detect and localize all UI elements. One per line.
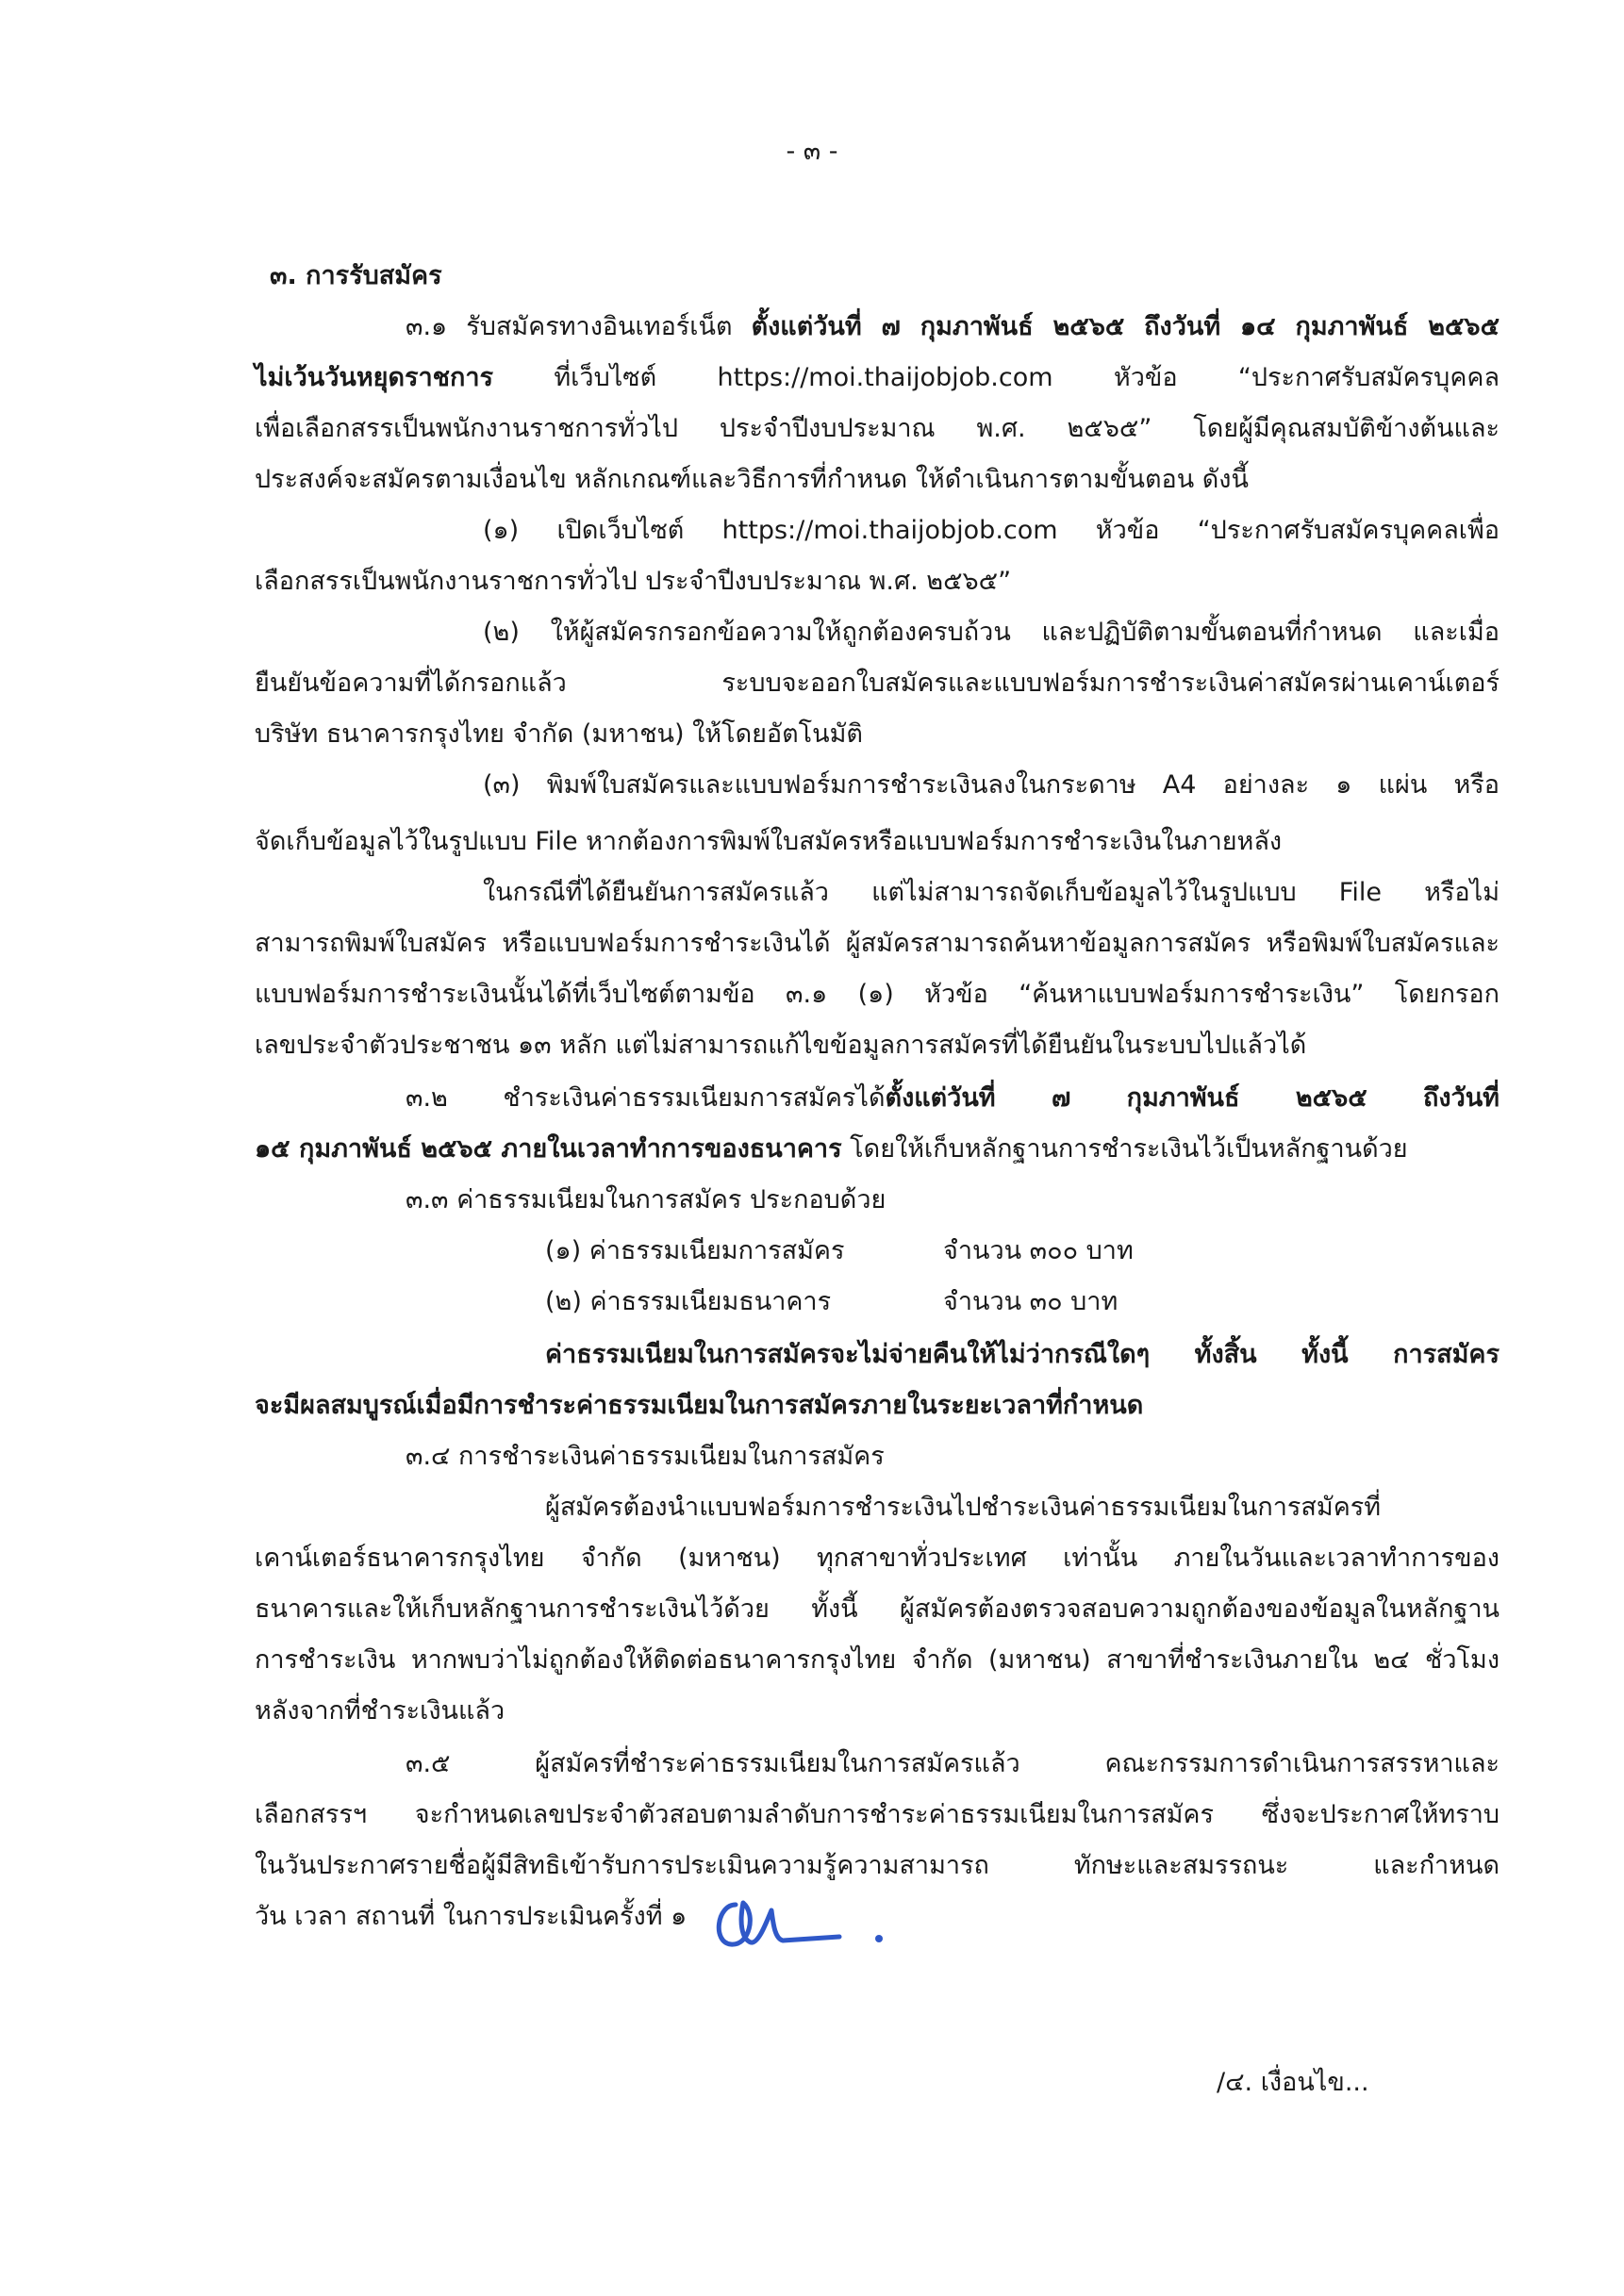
s31-note-line4: เลขประจำตัวประชาชน ๑๓ หลัก แต่ไม่สามารถแก้ไขข้อมูลการสมัครที่ได้ยืนยันในระบบไปแล้วได้ <box>255 1031 1307 1060</box>
continuation-note: /๔. เงื่อนไข... <box>1217 2068 1369 2097</box>
s33-title: ๓.๓ ค่าธรรมเนียมในการสมัคร ประกอบด้วย <box>406 1185 887 1214</box>
s34-title: ๓.๔ การชำระเงินค่าธรรมเนียมในการสมัคร <box>406 1442 885 1471</box>
fee-label-application: (๑) ค่าธรรมเนียมการสมัคร <box>545 1236 845 1265</box>
s35-line2: เลือกสรรฯ จะกำหนดเลขประจำตัวสอบตามลำดับการชำระค่าธรรมเนียมในการสมัคร ซึ่งจะประกาศให้ทราบ <box>255 1800 1500 1829</box>
fee-amount-application: จำนวน ๓๐๐ บาท <box>943 1236 1134 1265</box>
signature-stroke <box>719 1903 839 1944</box>
s34-line5: หลังจากที่ชำระเงินแล้ว <box>255 1696 505 1726</box>
s33-note-line1: ค่าธรรมเนียมในการสมัครจะไม่จ่ายคืนให้ไม่ว่ากรณีใดๆ ทั้งสิ้น ทั้งนี้ การสมัคร <box>545 1340 1500 1369</box>
s31-note-line2: สามารถพิมพ์ใบสมัคร หรือแบบฟอร์มการชำระเงินได้ ผู้สมัครสามารถค้นหาข้อมูลการสมัคร หรือพิมพ์ใบสมัครและ <box>255 929 1500 958</box>
s33-note-line2: จะมีผลสมบูรณ์เมื่อมีการชำระค่าธรรมเนียมในการสมัครภายในระยะเวลาที่กำหนด <box>255 1391 1144 1420</box>
s31-note-line1: ในกรณีที่ได้ยืนยันการสมัครแล้ว แต่ไม่สามารถจัดเก็บข้อมูลไว้ในรูปแบบ File หรือไม่ <box>483 878 1500 907</box>
s32-line2: ๑๕ กุมภาพันธ์ ๒๕๖๕ ภายในเวลาทำการของธนาคาร โดยให้เก็บหลักฐานการชำระเงินไว้เป็นหลักฐานด้วย <box>255 1134 1408 1164</box>
s34-line3: ธนาคารและให้เก็บหลักฐานการชำระเงินไว้ด้วย ทั้งนี้ ผู้สมัครต้องตรวจสอบความถูกต้องของข้อมูลในหลักฐาน <box>255 1594 1500 1624</box>
fee-amount-bank: จำนวน ๓๐ บาท <box>943 1287 1119 1316</box>
s31-line2: ไม่เว้นวันหยุดราชการ ที่เว็บไซต์ https://moi.thaijobjob.com หัวข้อ “ประกาศรับสมัครบุคคล <box>255 363 1500 392</box>
s31-item1-line2: เลือกสรรเป็นพนักงานราชการทั่วไป ประจำปีงบประมาณ พ.ศ. ๒๕๖๕” <box>255 567 1012 596</box>
s31-line3: เพื่อเลือกสรรเป็นพนักงานราชการทั่วไป ประจำปีงบประมาณ พ.ศ. ๒๕๖๕” โดยผู้มีคุณสมบัติข้างต้นและ <box>255 414 1500 443</box>
s31-item2-line3: บริษัท ธนาคารกรุงไทย จำกัด (มหาชน) ให้โดยอัตโนมัติ <box>255 719 863 749</box>
signature-mark <box>698 1876 896 1971</box>
s32-line1: ๓.๒ ชำระเงินค่าธรรมเนียมการสมัครได้ตั้งแต่วันที่ ๗ กุมภาพันธ์ ๒๕๖๕ ถึงวันที่ <box>406 1083 1500 1113</box>
s35-line1: ๓.๕ ผู้สมัครที่ชำระค่าธรรมเนียมในการสมัครแล้ว คณะกรรมการดำเนินการสรรหาและ <box>406 1749 1500 1778</box>
signature-dot <box>875 1935 883 1942</box>
page-number: - ๓ - <box>786 137 838 166</box>
s34-line1: ผู้สมัครต้องนำแบบฟอร์มการชำระเงินไปชำระเงินค่าธรรมเนียมในการสมัครที่ <box>545 1493 1382 1522</box>
s31-item2-line1: (๒) ให้ผู้สมัครกรอกข้อความให้ถูกต้องครบถ้วน และปฏิบัติตามขั้นตอนที่กำหนด และเมื่อ <box>483 618 1500 647</box>
s34-line2: เคาน์เตอร์ธนาคารกรุงไทย จำกัด (มหาชน) ทุกสาขาทั่วประเทศ เท่านั้น ภายในวันและเวลาทำการของ <box>255 1544 1500 1573</box>
s31-item2-line2: ยืนยันข้อความที่ได้กรอกแล้ว ระบบจะออกใบสมัครและแบบฟอร์มการชำระเงินค่าสมัครผ่านเคาน์เตอร์ <box>255 669 1500 698</box>
s35-line4: วัน เวลา สถานที่ ในการประเมินครั้งที่ ๑ <box>255 1902 688 1931</box>
s34-line4: การชำระเงิน หากพบว่าไม่ถูกต้องให้ติดต่อธนาคารกรุงไทย จำกัด (มหาชน) สาขาที่ชำระเงินภายใน ๒๔ ชั่วโมง <box>255 1645 1500 1675</box>
section-title: ๓. การรับสมัคร <box>270 261 442 290</box>
s31-item1-line1: (๑) เปิดเว็บไซต์ https://moi.thaijobjob.com หัวข้อ “ประกาศรับสมัครบุคคลเพื่อ <box>483 516 1500 545</box>
s31-item3-line2: จัดเก็บข้อมูลไว้ในรูปแบบ File หากต้องการพิมพ์ใบสมัครหรือแบบฟอร์มการชำระเงินในภายหลัง <box>255 827 1283 856</box>
s31-line4: ประสงค์จะสมัครตามเงื่อนไข หลักเกณฑ์และวิธีการที่กำหนด ให้ดำเนินการตามขั้นตอน ดังนี้ <box>255 465 1249 494</box>
s31-line1: ๓.๑ รับสมัครทางอินเทอร์เน็ต ตั้งแต่วันที่ ๗ กุมภาพันธ์ ๒๕๖๕ ถึงวันที่ ๑๔ กุมภาพันธ์ ๒๕๖๕ <box>406 312 1500 341</box>
fee-label-bank: (๒) ค่าธรรมเนียมธนาคาร <box>545 1287 832 1316</box>
s31-note-line3: แบบฟอร์มการชำระเงินนั้นได้ที่เว็บไซต์ตามข้อ ๓.๑ (๑) หัวข้อ “ค้นหาแบบฟอร์มการชำระเงิน” โดยกรอก <box>255 980 1500 1009</box>
s35-line3: ในวันประกาศรายชื่อผู้มีสิทธิเข้ารับการประเมินความรู้ความสามารถ ทักษะและสมรรถนะ และกำหนด <box>255 1851 1500 1880</box>
s31-item3-line1: (๓) พิมพ์ใบสมัครและแบบฟอร์มการชำระเงินลงในกระดาษ A4 อย่างละ ๑ แผ่น หรือ <box>483 770 1500 800</box>
